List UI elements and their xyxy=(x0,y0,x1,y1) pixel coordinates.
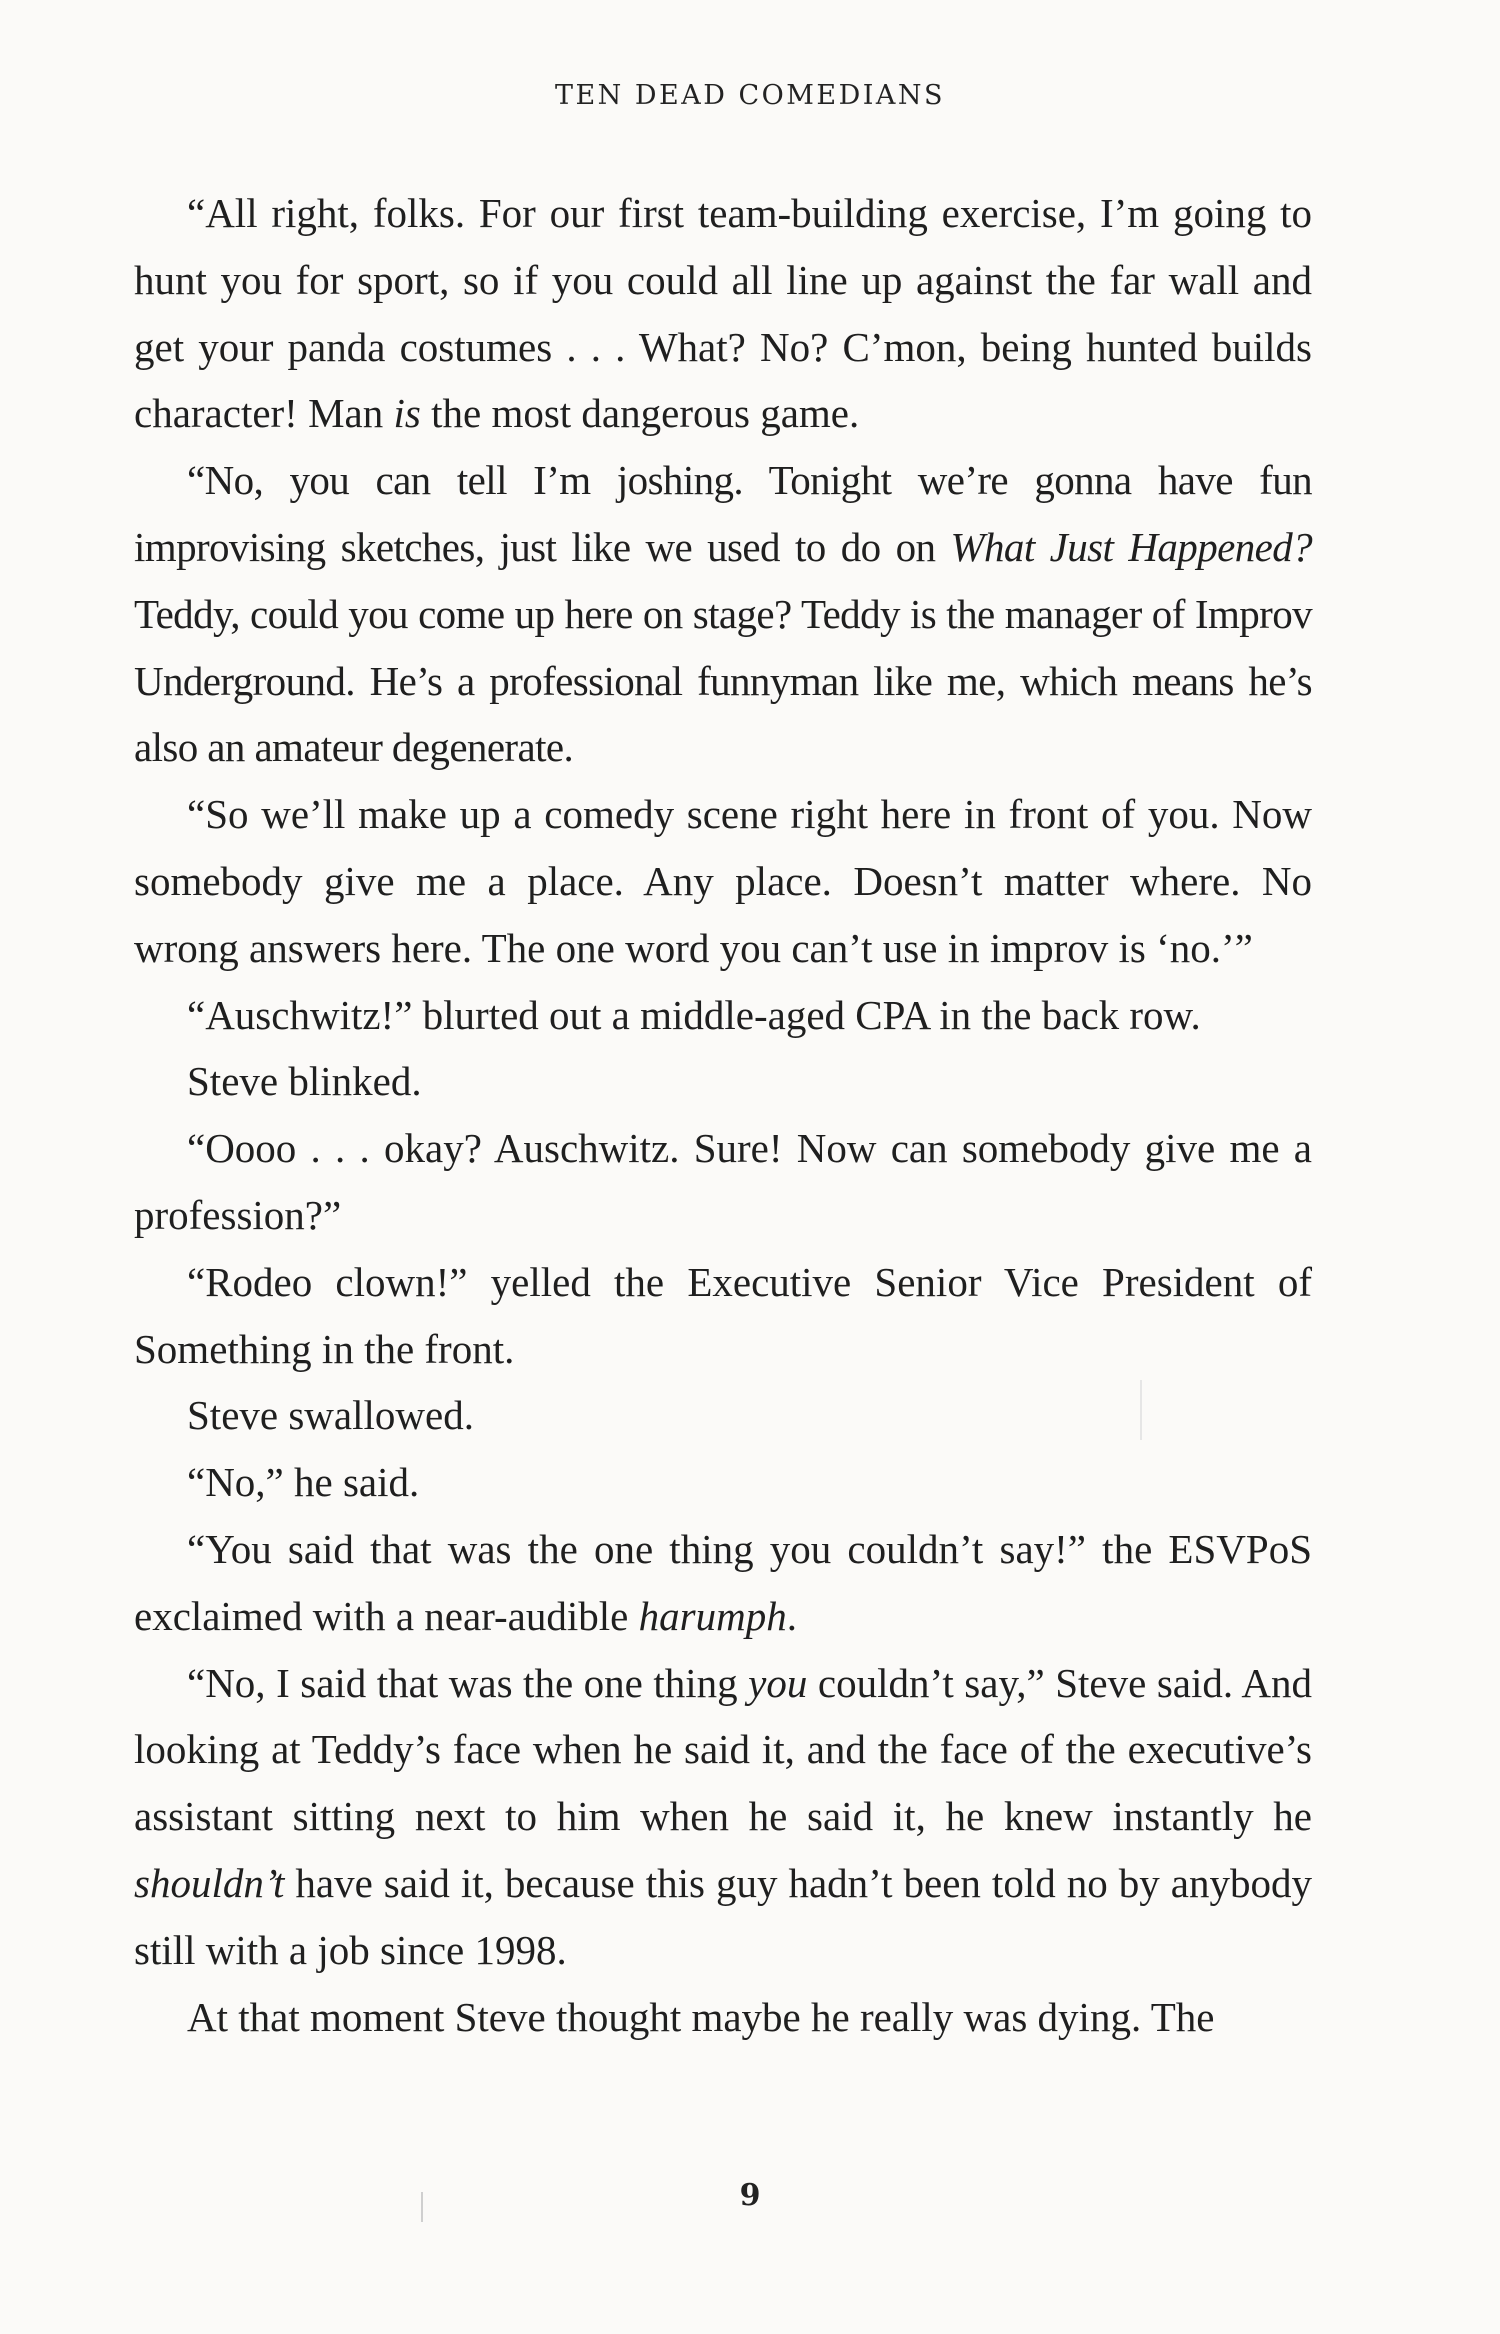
paragraph: “All right, folks. For our first team-building exercise, I’m going to hunt you for sport, so if you could all line up against the far wall and get your panda costumes . . . What? No? C’mon, being hunted builds character! Man is the most dangerous game. xyxy=(134,190,1312,437)
running-head: TEN DEAD COMEDIANS xyxy=(554,80,946,111)
scan-mark xyxy=(1140,1380,1142,1440)
paragraph: “No, you can tell I’m joshing. Tonight we’re gonna have fun improvising sketches, just like we used to do on What Just Happened? Teddy, could you come up here on stage? Teddy is the manager of Improv Underground. He’s a professional funnyman like me, which means he’s also an amateur degenerate. xyxy=(134,457,1312,771)
paragraph: “So we’ll make up a comedy scene right here in front of you. Now somebody give me a place. Any place. Doesn’t matter where. No wrong answers here. The one word you can’t use in improv is ‘no.’” xyxy=(134,791,1312,971)
paragraph: Steve blinked. xyxy=(187,1058,422,1105)
paragraph: Steve swallowed. xyxy=(187,1392,474,1439)
scan-mark xyxy=(421,2192,423,2222)
paragraph: “No, I said that was the one thing you couldn’t say,” Steve said. And looking at Teddy’s face when he said it, and the face of the executive’s assistant sitting next to him when he said it, he knew instantly he shouldn’t have said it, because this guy hadn’t been told no by anybody still with a job since 1998. xyxy=(134,1659,1312,1973)
paragraph: “You said that was the one thing you couldn’t say!” the ESVPoS exclaimed with a near-audible harumph. xyxy=(134,1525,1312,1639)
paragraph: “Rodeo clown!” yelled the Executive Senior Vice President of Something in the front. xyxy=(134,1258,1312,1372)
page-number: 9 xyxy=(739,2178,761,2213)
paragraph: “Auschwitz!” blurted out a middle-aged CPA in the back row. xyxy=(187,991,1201,1038)
paragraph: “Oooo . . . okay? Auschwitz. Sure! Now can somebody give me a profession?” xyxy=(134,1125,1312,1238)
paragraph: At that moment Steve thought maybe he really was dying. The xyxy=(187,1993,1215,2040)
body-text xyxy=(134,180,1312,2050)
paragraph: “No,” he said. xyxy=(187,1459,420,1506)
